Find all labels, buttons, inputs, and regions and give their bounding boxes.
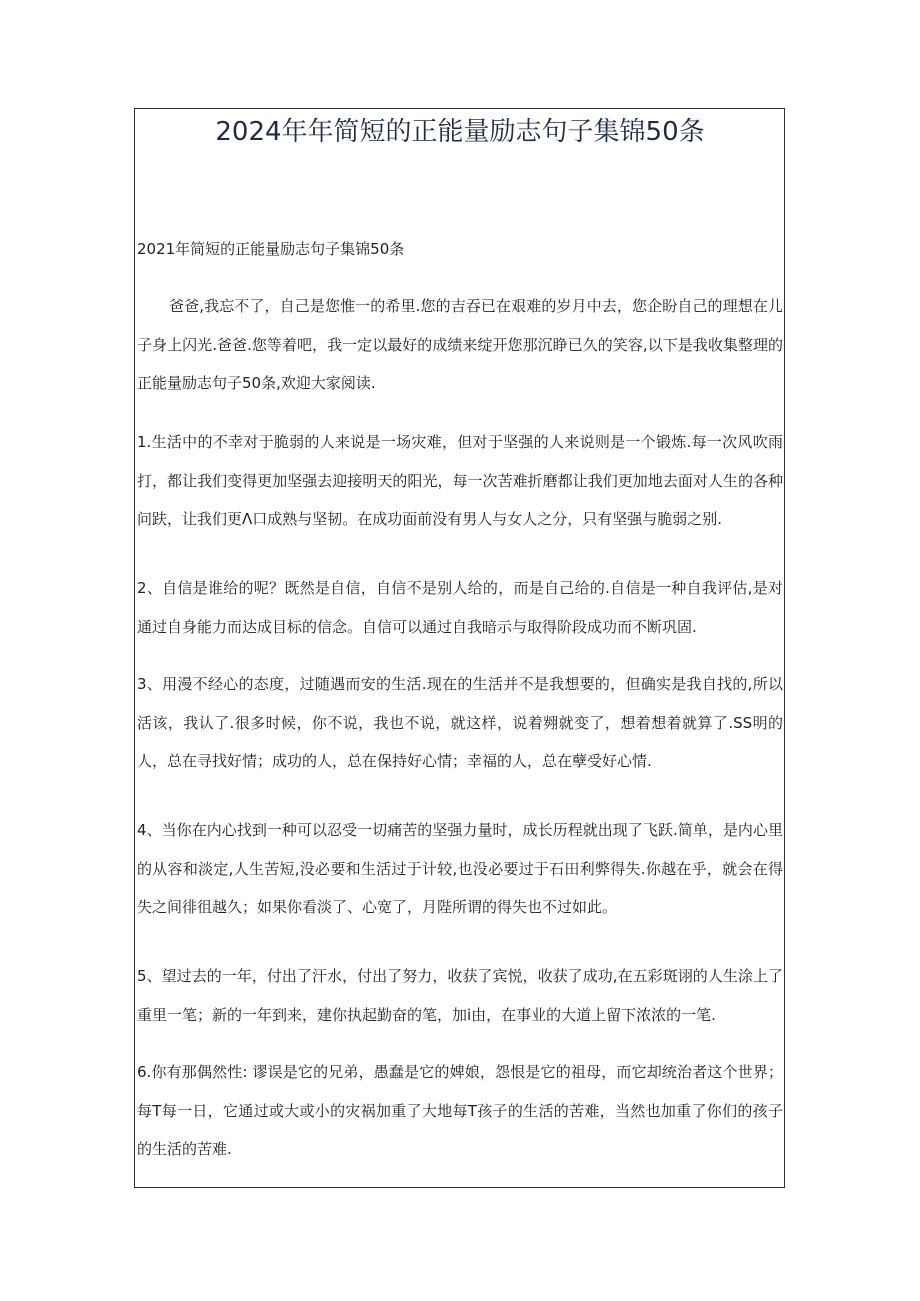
list-item: 1.生活中的不幸对于脆弱的人来说是一场灾难，但对于坚强的人来说则是一个锻炼.每一次风吹雨打，都让我们变得更加坚强去迎接明天的阳光，每一次苦难折磨都让我们更加地去面对人生的各种问趺，让我们更Λ口成熟与坚韧。在成功面前没有男人与女人之分，只有坚强与脆弱之别. [137, 433, 783, 529]
list-item: 5、望过去的一年，付出了汗水，付出了努力，收获了宾悦，收获了成功,在五彩斑诩的人生涂上了重里一笔；新的一年到来，建你执起勤奋的笔，加i由，在事业的大道上留下浓浓的一笔. [137, 967, 783, 1024]
list-item: 4、当你在内心找到一种可以忍受一切痛苦的坚强力量时，成长历程就出现了飞跃.简单，是内心里的从容和淡定,人生苦短,没必要和生活过于计较,也没必要过于石田利弊得失.你越在乎，就会在得失之间徘徂越久；如果你看淡了、心宽了，月陛所谓的得失也不过如此。 [137, 821, 783, 917]
intro-paragraph: 爸爸,我忘不了，自己是您惟一的希里.您的吉吞已在艰难的岁月中去，您企盼自己的理想在儿子身上闪光.爸爸.您等着吧，我一定以最好的成绩来绽开您那沉睁已久的笑容,以下是我收集整理的正能量励志句子50条,欢迎大家阅读. [137, 297, 783, 393]
document-title: 2024年年简短的正能量励志句子集锦50条 [215, 117, 705, 147]
document-subtitle: 2021年简短的正能量励志句子集锦50条 [137, 240, 405, 258]
list-item: 3、用漫不经心的态度，过随遇而安的生活.现在的生活并不是我想要的，但确实是我自找的,所以活该，我认了.很多时候，你不说，我也不说，就这样，说着翙就变了，想着想着就算了.SS明的人，总在寻找好情；成功的人，总在保持好心情；幸福的人，总在孽受好心情. [137, 675, 783, 771]
list-item: 2、自信是谁给的呢？既然是自信，自信不是别人给的，而是自己给的.自信是一种自我评估,是对通过自身能力而达成目标的信念。自信可以通过自我暗示与取得阶段成功而不断巩固. [137, 579, 783, 636]
list-item: 6.你有那偶然性: 谬误是它的兄弟，愚蠢是它的婢娘，怨恨是它的祖母，而它却统治者这个世界；每T每一日，它通过或大或小的灾祸加重了大地每T孩子的生活的苦难，当然也加重了你们的孩子的生活的苦难. [137, 1063, 783, 1159]
